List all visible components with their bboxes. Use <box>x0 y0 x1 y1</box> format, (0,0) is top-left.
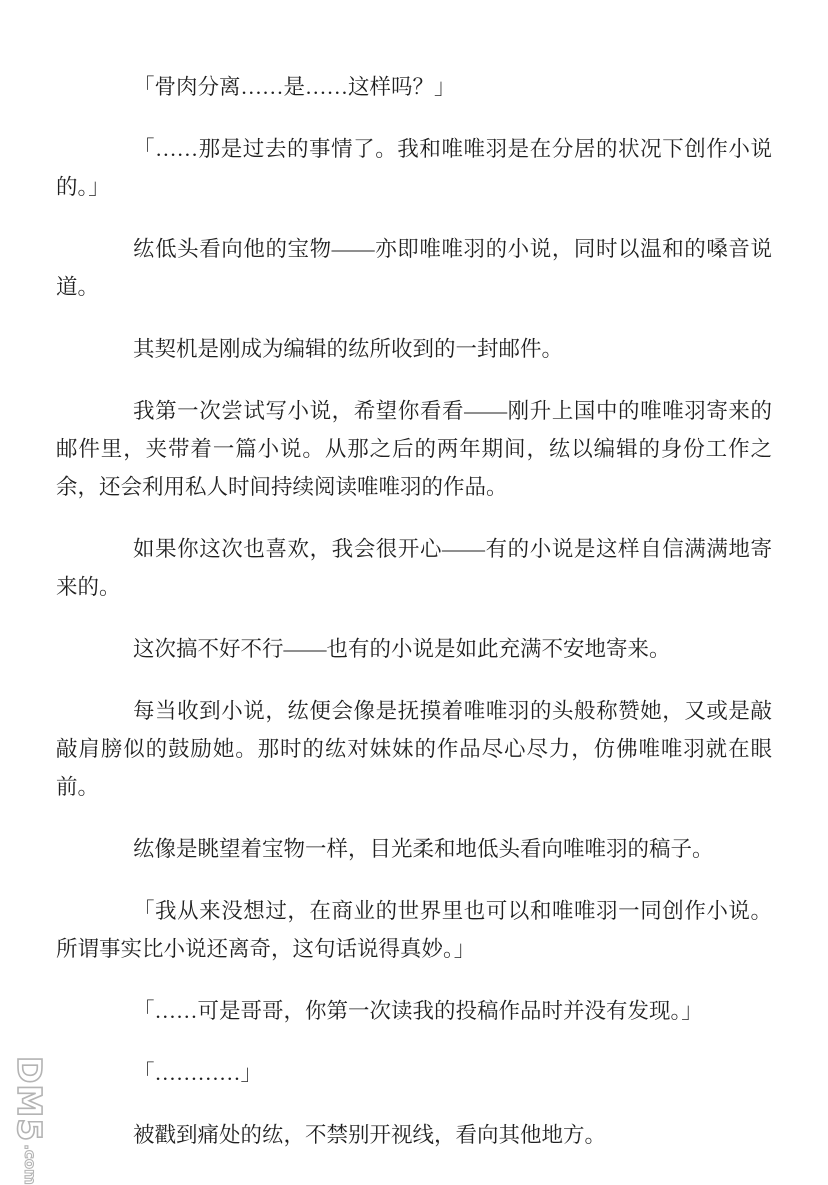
paragraph: 「……可是哥哥，你第一次读我的投稿作品时并没有发现。」 <box>133 999 703 1023</box>
paragraph: 纮像是眺望着宝物一样，目光柔和地低头看向唯唯羽的稿子。 <box>133 837 714 861</box>
site-watermark <box>10 1056 49 1185</box>
paragraph: 「……那是过去的事情了。我和唯唯羽是在分居的状况下创作小说的。」 <box>56 137 772 199</box>
paragraph: 我第一次尝试写小说，希望你看看——刚升上国中的唯唯羽寄来的邮件里，夹带着一篇小说。从那之后的两年期间，纮以编辑的身份工作之余，还会利用私人时间持续阅读唯唯羽的作品。 <box>56 399 772 499</box>
novel-text-body <box>56 68 772 1178</box>
paragraph: 「我从来没想过，在商业的世界里也可以和唯唯羽一同创作小说。所谓事实比小说还离奇，这句话说得真妙。」 <box>56 899 772 961</box>
paragraph: 每当收到小说，纮便会像是抚摸着唯唯羽的头般称赞她，又或是敲敲肩膀似的鼓励她。那时的纮对妹妹的作品尽心尽力，仿佛唯唯羽就在眼前。 <box>56 699 772 799</box>
paragraph: 这次搞不好不行——也有的小说是如此充满不安地寄来。 <box>133 637 671 661</box>
paragraph: 被戳到痛处的纮，不禁别开视线，看向其他地方。 <box>133 1123 607 1147</box>
paragraph: 如果你这次也喜欢，我会很开心——有的小说是这样自信满满地寄来的。 <box>56 537 772 599</box>
paragraph: 「…………」 <box>133 1061 263 1085</box>
paragraph: 纮低头看向他的宝物——亦即唯唯羽的小说，同时以温和的嗓音说道。 <box>56 237 772 299</box>
paragraph: 「骨肉分离……是……这样吗？」 <box>133 75 456 99</box>
paragraph: 其契机是刚成为编辑的纮所收到的一封邮件。 <box>133 337 564 361</box>
watermark-suffix-text: .com <box>21 1144 39 1185</box>
watermark-brand-text: DM5 <box>10 1056 49 1143</box>
